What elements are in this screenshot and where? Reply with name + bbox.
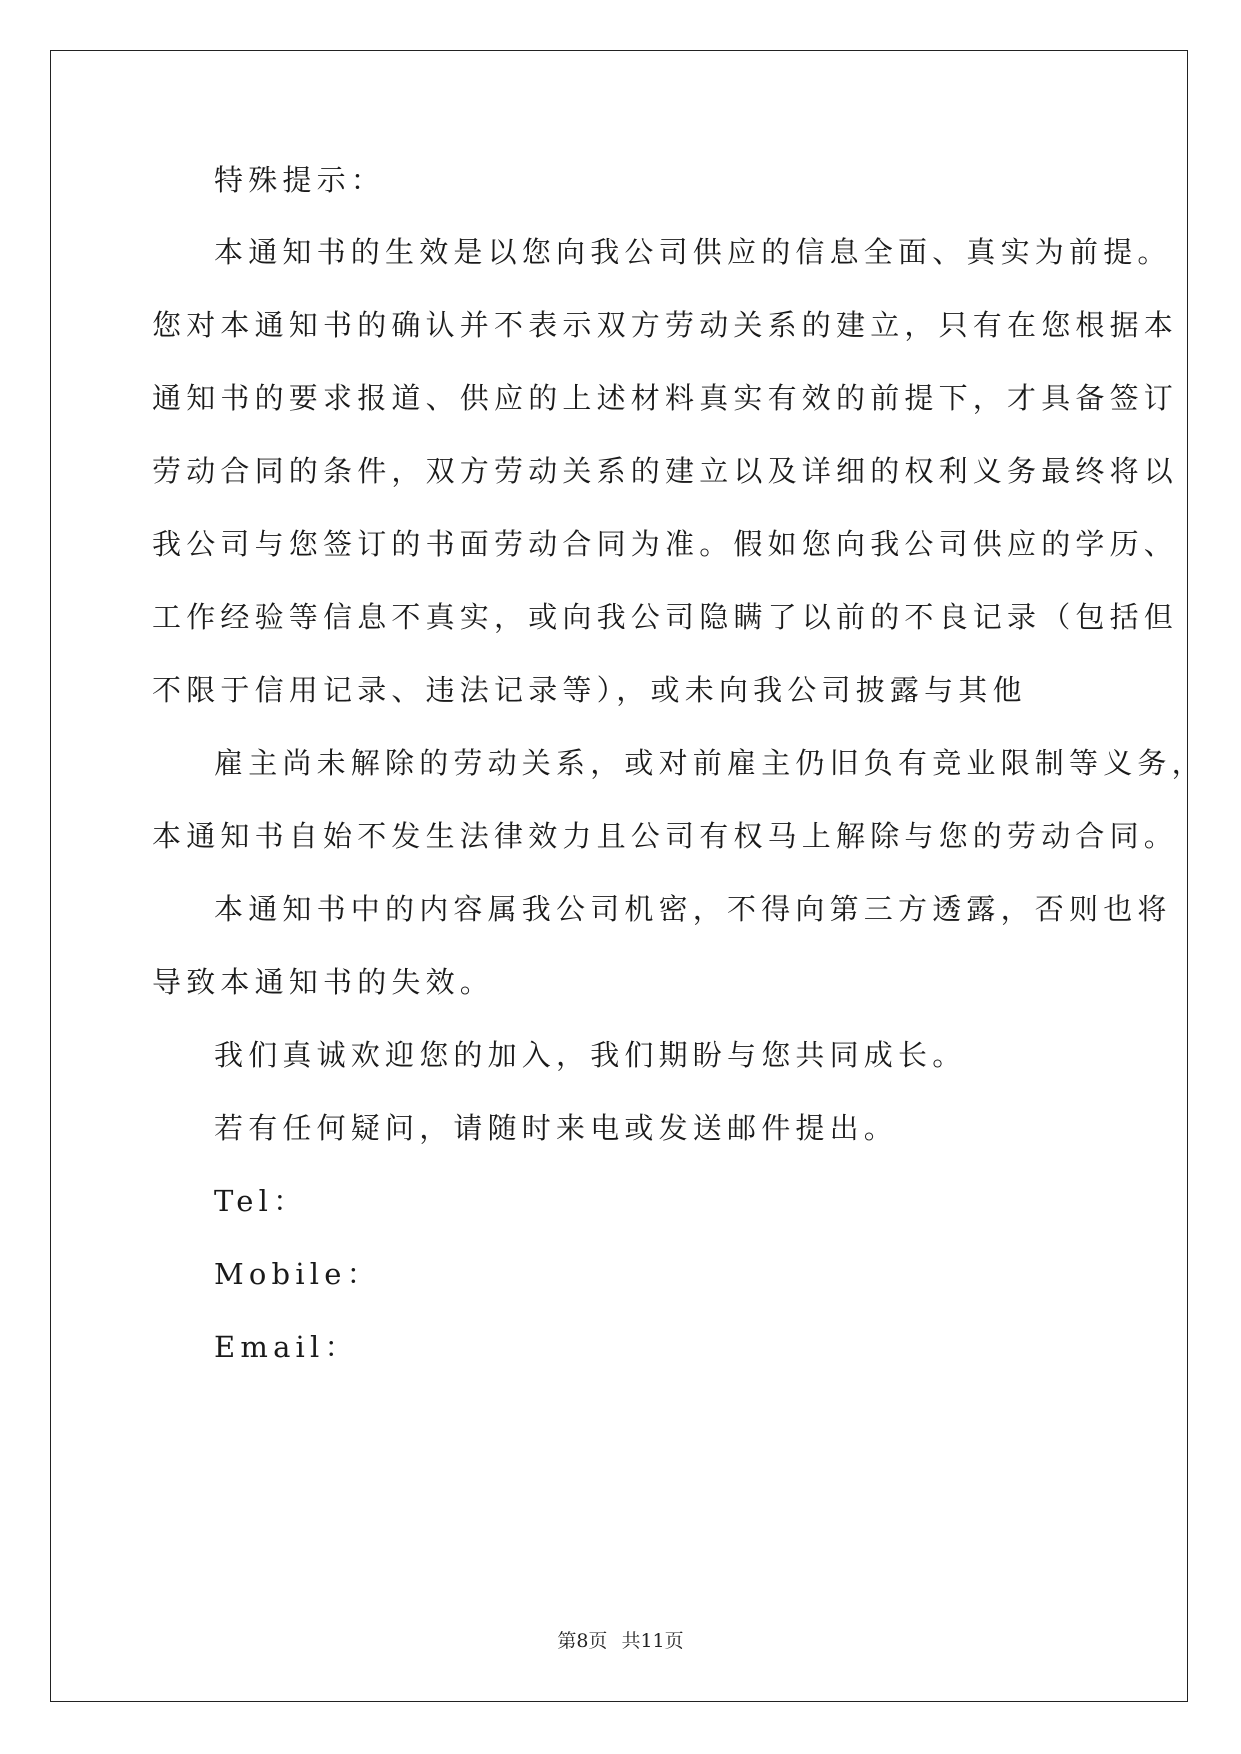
- paragraph-line: 本通知书自始不发生法律效力且公司有权马上解除与您的劳动合同。: [152, 819, 1179, 853]
- paragraph-line: 若有任何疑问，请随时来电或发送邮件提出。: [214, 1111, 899, 1145]
- paragraph-line: 本通知书的生效是以您向我公司供应的信息全面、真实为前提。: [214, 235, 1172, 269]
- email-label: Email：: [214, 1330, 359, 1364]
- paragraph-line: 雇主尚未解除的劳动关系，或对前雇主仍旧负有竞业限制等义务，: [214, 746, 1206, 780]
- page-number: 第8页: [557, 1630, 608, 1652]
- paragraph-line: 通知书的要求报道、供应的上述材料真实有效的前提下，才具备签订: [152, 381, 1179, 415]
- paragraph-line: 导致本通知书的失效。: [152, 965, 495, 999]
- total-pages: 共11页: [621, 1630, 684, 1652]
- paragraph-line: 工作经验等信息不真实，或向我公司隐瞒了以前的不良记录（包括但: [152, 600, 1179, 634]
- paragraph-line: 我们真诚欢迎您的加入，我们期盼与您共同成长。: [214, 1038, 967, 1072]
- tel-label: Tel：: [214, 1184, 308, 1218]
- page-footer: [0, 1626, 1241, 1653]
- paragraph-line: 我公司与您签订的书面劳动合同为准。假如您向我公司供应的学历、: [152, 527, 1179, 561]
- mobile-label: Mobile：: [214, 1257, 381, 1291]
- paragraph-line: 本通知书中的内容属我公司机密，不得向第三方透露，否则也将: [214, 892, 1172, 926]
- paragraph-line: 劳动合同的条件，双方劳动关系的建立以及详细的权利义务最终将以: [152, 454, 1179, 488]
- paragraph-line: 不限于信用记录、违法记录等），或未向我公司披露与其他: [152, 673, 1027, 707]
- notice-heading: 特殊提示：: [214, 163, 386, 197]
- paragraph-line: 您对本通知书的确认并不表示双方劳动关系的建立，只有在您根据本: [152, 308, 1179, 342]
- page-border: [50, 50, 1188, 1702]
